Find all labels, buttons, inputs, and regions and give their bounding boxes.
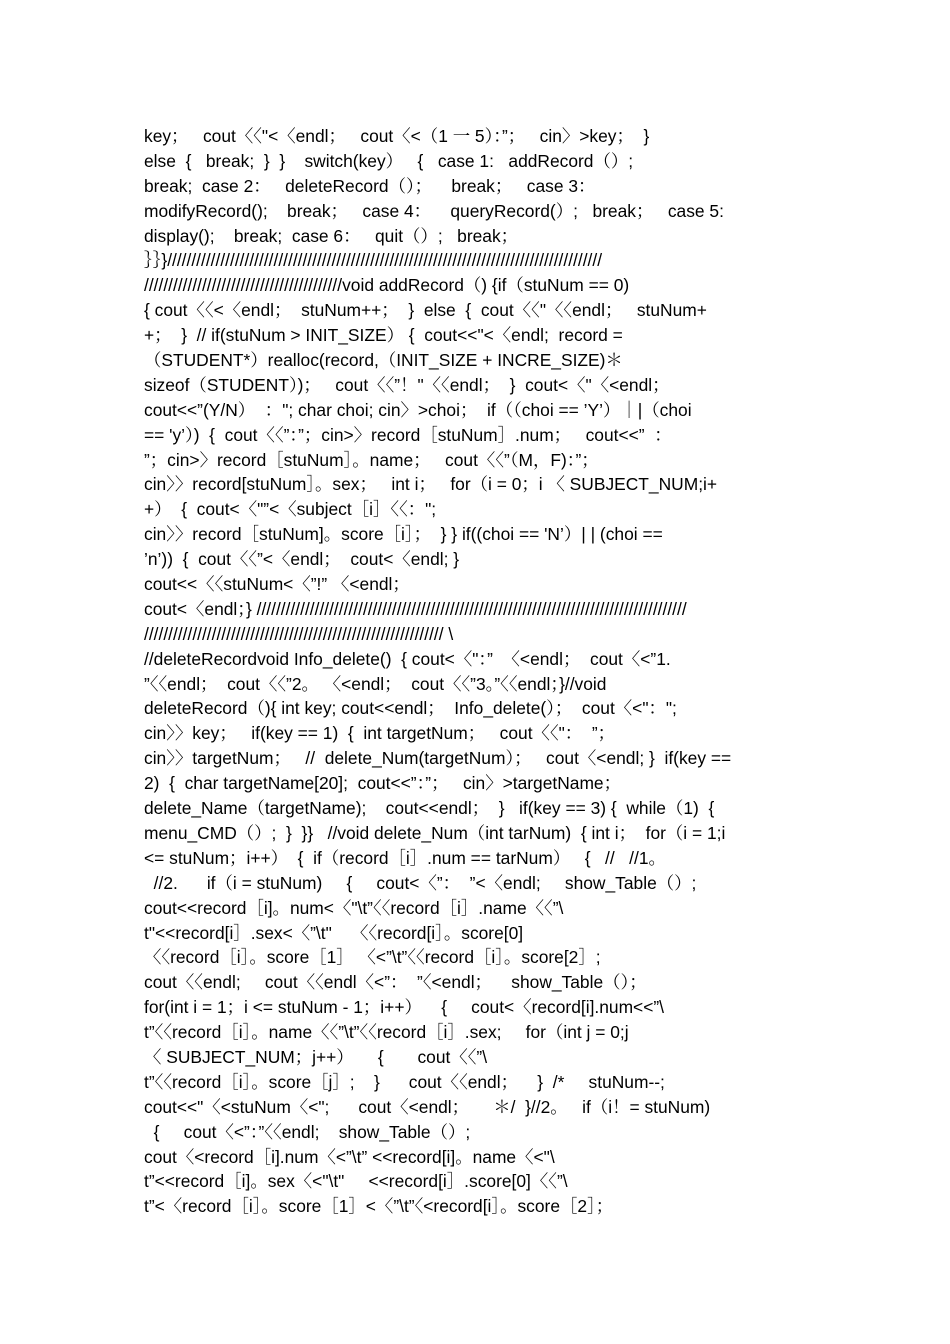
text-line: t”〈〈record［i］。score［j］; } cout〈〈endl； } /* stuNum--; [144, 1071, 665, 1092]
text-line: ｝｝}////////////////////////////////////////////////////////////////////////////////////////// [144, 250, 603, 271]
text-line: cin〉〉record[stuNum］。sex； int i； for（i = 0；i 〈 SUBJECT_NUM;i+ [144, 474, 718, 495]
text-line: t”〈〈record［i］。name〈〈”\t”〈〈record［i］.sex; for（int j = 0;j [144, 1022, 629, 1043]
text-line: t”<〈record［i］。score［1］<〈”\t”〈<record[i］。score［2］； [144, 1196, 614, 1217]
text-line: t”<<record［i]。sex〈<"\t" <<record[i］.score[0]〈〈”\ [144, 1171, 568, 1192]
text-line: cout<<record［i]。num<〈"\t”〈〈record［i］.name〈〈”\ [144, 897, 564, 918]
text-line: cin〉〉record［stuNum]。score［i］； } } if((choi == 'N’）| | (choi == [144, 524, 663, 545]
text-line: sizeof（STUDENT）)； cout〈〈”！"〈〈endl； } cout<〈"〈<endl； [144, 374, 670, 395]
text-line: break; case 2： deleteRecord（）； break； case 3： [144, 175, 596, 196]
text-line: { cout〈<”：”〈〈endl; show_Table（）; [144, 1121, 471, 1142]
text-line: t"<<record[i］.sex<〈”\t" 〈〈record[i］。score[0] [144, 922, 524, 943]
text-line: cin〉〉key； if(key == 1) { int targetNum； cout〈〈"： ”； [144, 723, 616, 744]
text-line: +） { cout<〈"”<〈subject［i］〈〈："; [144, 499, 437, 520]
text-line: 〈 SUBJECT_NUM；j++） { cout〈〈”\ [144, 1046, 488, 1067]
text-line: cin〉〉targetNum； // delete_Num(targetNum）； cout〈<endl; } if(key == [144, 748, 732, 769]
text-line: { cout〈〈<〈endl； stuNum++； } else { cout〈〈"〈〈endl； stuNum+ [144, 300, 707, 321]
text-line: +； } // if(stuNum > INIT_SIZE） { cout<<"<〈endl; record = [144, 325, 623, 346]
text-line: //2. if（i = stuNum) { cout<〈”： ”<〈endl; show_Table（）; [144, 872, 697, 893]
text-line: else { break; } } switch(key） { case 1: addRecord（）; [144, 150, 634, 171]
text-line: menu_CMD（）; } }} //void delete_Num（int tarNum) { int i； for（i = 1;i [144, 822, 726, 843]
text-line: cout<<"〈<stuNum〈<"; cout〈<endl； ＊/ }//2。 if（i！= stuNum) [144, 1096, 711, 1117]
code-text-block [144, 124, 808, 1219]
text-line: deleteRecord（){ int key; cout<<endl； Info_delete(）； cout〈<"："; [144, 698, 677, 719]
text-line: <= stuNum；i++） { if（record［i］.num == tarNum） { // //1。 [144, 847, 666, 868]
text-line: ////////////////////////////////////////////////////////////// \ [144, 623, 454, 644]
text-line: （STUDENT*）realloc(record,（INIT_SIZE + INCRE_SIZE)＊ [144, 350, 623, 371]
text-line: ”〈〈endl； cout〈〈”2。 〈<endl； cout〈〈”3。”〈〈endl；}//void [144, 673, 607, 694]
text-line: ’n’)) { cout〈〈”<〈endl； cout<〈endl; } [144, 549, 460, 570]
text-line: cout〈〈endl; cout〈〈endl〈<”： ”〈<endl； show_Table（）； [144, 972, 647, 993]
text-line: //deleteRecordvoid Info_delete() { cout<〈"：” 〈<endl； cout〈<”1. [144, 648, 671, 669]
text-line: 2) { char targetName[20]; cout<<”：”； cin〉>targetName； [144, 773, 621, 794]
text-line: display(); break; case 6： quit（）; break； [144, 225, 519, 246]
text-line: cout<<”(Y/N） ："; char choi; cin〉>choi； if（（choi == ’Y’）｜|（choi [144, 399, 692, 420]
text-line: cout<<〈〈stuNum<〈”!” 〈<endl； [144, 574, 410, 595]
text-line: cout<〈endl；} ///////////////////////////////////////////////////////////////////////////////////////// [144, 598, 687, 619]
text-line: delete_Name（targetName); cout<<endl； } if(key == 3) { while（1) { [144, 798, 715, 819]
text-line: 〈〈record［i］。score［1］ 〈<”\t”〈〈record［i］。score[2］; [144, 947, 601, 968]
text-line: /////////////////////////////////////////void addRecord（) {if（stuNum == 0) [144, 275, 630, 296]
text-line: for(int i = 1；i <= stuNum - 1；i++） { cout<〈record[i].num<<”\ [144, 997, 664, 1018]
text-line: key； cout〈〈"<〈endl； cout〈<（1 一 5）：”； cin〉>key； } [144, 126, 650, 146]
text-line: == 'y’）) { cout〈〈”：”；cin>〉record［stuNum］.num； cout<<” ： [144, 424, 672, 445]
text-line: ”；cin>〉record［stuNum］。name； cout〈〈”（M，F)：”； [144, 449, 599, 470]
text-line: cout〈<record［i].num〈<”\t” <<record[i]。name〈<"\ [144, 1146, 555, 1167]
text-line: modifyRecord(); break； case 4： queryRecord(）; break； case 5: [144, 200, 724, 221]
